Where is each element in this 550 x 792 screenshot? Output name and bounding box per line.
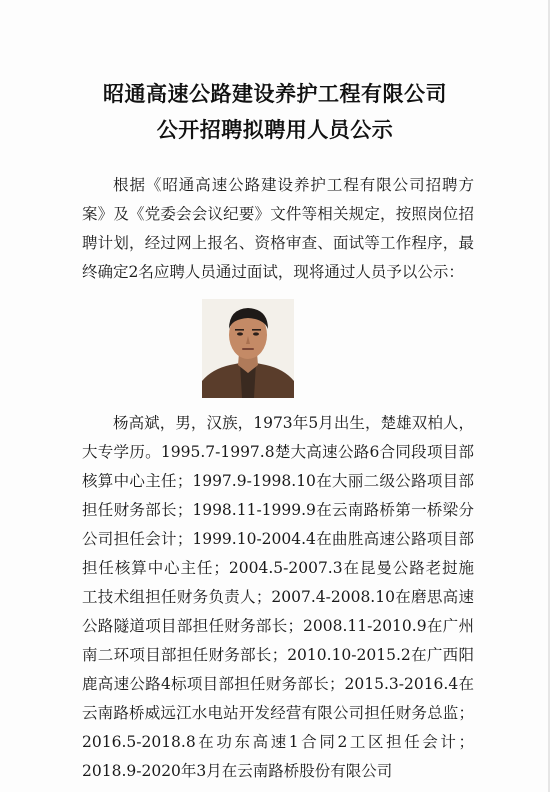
candidate-photo bbox=[202, 299, 294, 398]
document-title-line-1: 昭通高速公路建设养护工程有限公司 bbox=[103, 81, 447, 106]
intro-paragraph bbox=[82, 171, 474, 287]
intro-text: 根据《昭通高速公路建设养护工程有限公司招聘方案》及《党委会会议纪要》文件等相关规定，按照岗位招聘计划，经过网上报名、资格审查、面试等工作程序，最终确定2名应聘人员通过面试，现将通过人员予以公示： bbox=[82, 176, 474, 281]
candidate-bio-paragraph bbox=[82, 409, 474, 789]
candidate-bio-text: 杨高斌，男，汉族，1973年5月出生，楚雄双柏人，大专学历。1995.7-1997.8楚大高速公路6合同段项目部核算中心主任；1997.9-1998.10在大丽二级公路项目部担任财务部长；1998.11-1999.9在云南路桥第一桥梁分公司担任会计；1999.10-2004.4在曲胜高速公路项目部担任核算中心主任；2004.5-2007.3在昆曼公路老挝施工技术组担任财务负责人；2007.4-2008.10在磨思高速公路隧道项目部担任财务部长；2008.11-2010.9在广州南二环项目部担任财务部长；2010.10-2015.2在广西阳鹿高速公路4标项目部担任财务部长；2015.3-2016.4在云南路桥威远江水电站开发经营有限公司担任财务总监；2016.5-2018.8在功东高速1合同2工区担任会计；2018.9-2020年3月在云南路桥股份有限公司 bbox=[82, 414, 474, 780]
candidate-portrait-image bbox=[202, 299, 294, 398]
document-title-line-2: 公开招聘拟聘用人员公示 bbox=[156, 117, 394, 142]
